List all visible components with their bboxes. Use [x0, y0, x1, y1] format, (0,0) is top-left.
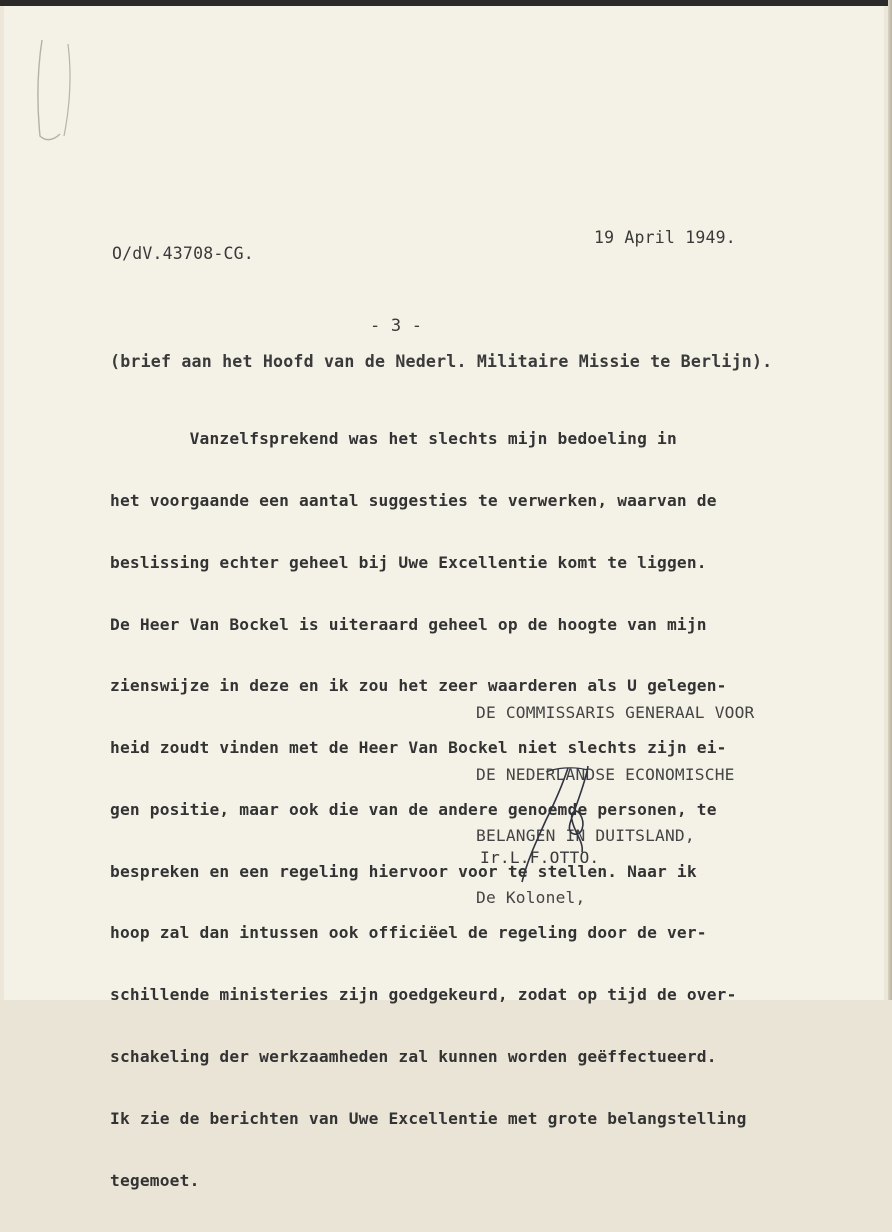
fold-mark	[32, 36, 78, 146]
letter-date: 19 April 1949.	[594, 228, 736, 247]
body-line: tegemoet.	[110, 1170, 200, 1190]
closing-line: DE NEDERLANDSE ECONOMISCHE	[476, 764, 735, 784]
body-line: Vanzelfsprekend was het slechts mijn bedoeling in	[110, 429, 677, 449]
closing-line: BELANGEN IN DUITSLAND,	[476, 826, 695, 845]
body-line: schakeling der werkzaamheden zal kunnen worden geëffectueerd.	[110, 1047, 717, 1066]
body-line: schillende ministeries zijn goedgekeurd, zodat op tijd de over-	[110, 985, 737, 1005]
closing-line: DE COMMISSARIS GENERAAL VOOR	[476, 703, 755, 722]
body-line: Ik zie de berichten van Uwe Excellentie met grote belangstelling	[110, 1108, 747, 1128]
handwritten-signature	[516, 760, 606, 890]
body-line: hoop zal dan intussen ook officiëel de regeling door de ver-	[110, 923, 707, 943]
body-line: het voorgaande een aantal suggesties te verwerken, waarvan de	[110, 490, 717, 510]
page-number: - 3 -	[370, 316, 423, 336]
body-line: gen positie, maar ook die van de andere genoemde personen, te	[110, 799, 717, 819]
signer-name: Ir.L.F.OTTO.	[480, 848, 600, 867]
body-line: beslissing echter geheel bij Uwe Excellentie komt te liggen.	[110, 552, 707, 572]
body-line: heid zoudt vinden met de Heer Van Bockel niet slechts zijn ei-	[110, 738, 727, 758]
letter-reference: O/dV.43708-CG.	[112, 244, 254, 263]
letter-subject: (brief aan het Hoofd van de Nederl. Militaire Missie te Berlijn).	[110, 352, 773, 371]
scan-right-edge	[888, 0, 892, 1000]
body-line: bespreken en een regeling hiervoor voor te stellen. Naar ik	[110, 861, 697, 881]
body-line: De Heer Van Bockel is uiteraard geheel op de hoogte van mijn	[110, 614, 707, 634]
closing-line: De Kolonel,	[476, 887, 586, 907]
body-line: zienswijze in deze en ik zou het zeer waarderen als U gelegen-	[110, 676, 727, 696]
